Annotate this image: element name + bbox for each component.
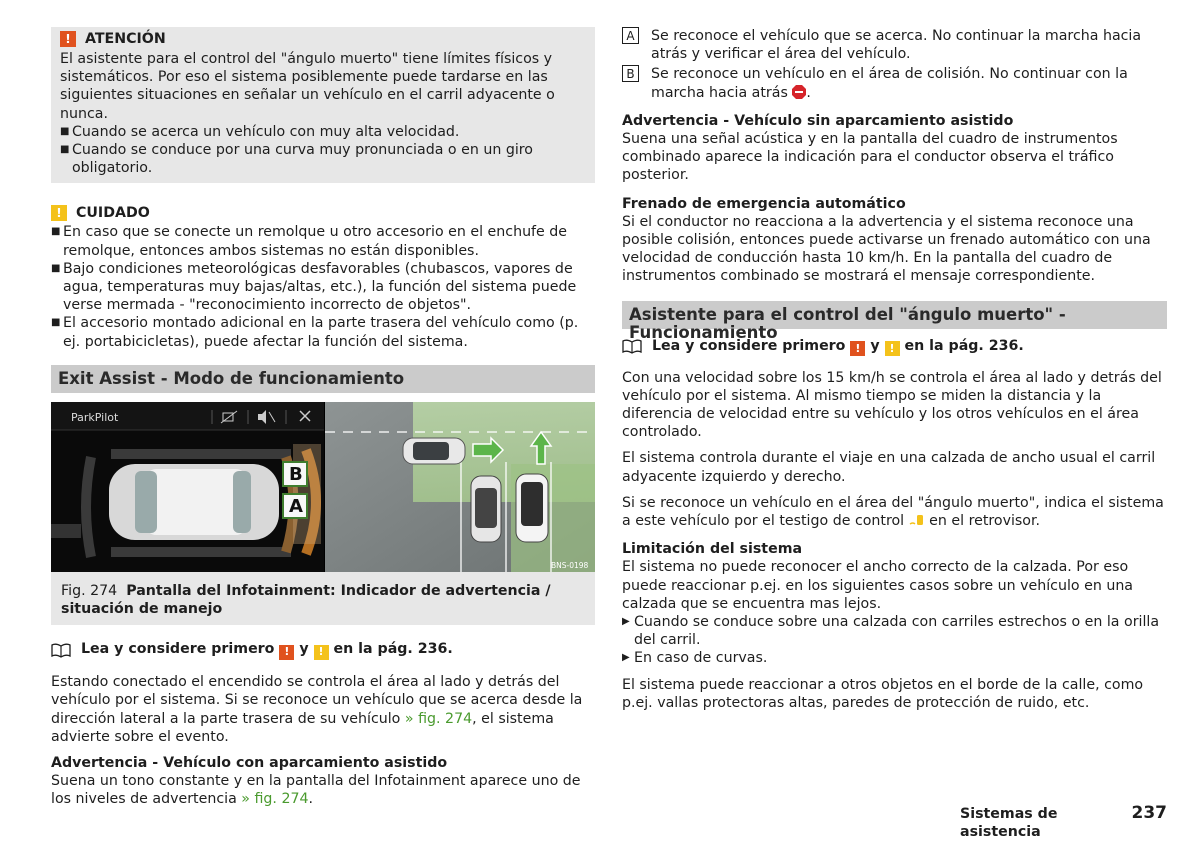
section-heading-blind-spot: Asistente para el control del "ángulo muerto" - Funcionamiento — [622, 301, 1167, 329]
paragraph: El sistema puede reaccionar a otros objetos en el borde de la calle, como p.ej. vallas protectoras altas, paredes de protección de ruido, etc. — [622, 676, 1144, 711]
exclamation-red-icon: ! — [60, 31, 76, 47]
car-parked-left — [471, 476, 501, 542]
subheading-assisted: Advertencia - Vehículo con aparcamiento asistido — [51, 755, 448, 772]
paragraph: Con una velocidad sobre los 15 km/h se controla el área al lado y detrás del vehículo por el sistema. Al mismo tiempo se miden la distancia y la diferencia de velocidad entre su vehículo y los otros vehículos en el área controlado. — [622, 369, 1162, 441]
stop-icon — [792, 85, 806, 99]
caution-item: ■ El accesorio montado adicional en la parte trasera del vehículo como (p. ej. portabicicletas), puede afectar la función del sistema. — [51, 315, 579, 350]
subheading-not-assisted: Advertencia - Vehículo sin aparcamiento asistido — [622, 112, 1014, 129]
paragraph: Suena una señal acústica y en la pantalla del cuadro de instrumentos combinado aparece la indicación para el conductor observa el tráfico posterior. — [622, 131, 1118, 184]
fig-link[interactable]: » fig. 274 — [404, 710, 473, 727]
exclamation-red-icon: ! — [279, 645, 294, 660]
car-parked-right — [516, 474, 548, 542]
read-first-label: Lea y considere primero — [652, 337, 846, 354]
figure-label-a: A — [289, 495, 303, 517]
label-a-text: Se reconoce el vehículo que se acerca. No continuar la marcha hacia atrás y verificar el área del vehículo. — [651, 28, 1142, 63]
figure-caption-text: Pantalla del Infotainment: Indicador de advertencia / situación de manejo — [61, 582, 551, 618]
paragraph: Estando conectado el encendido se controla el área al lado y detrás del vehículo por el sistema. Si se reconoce un vehículo que se acerca desde la dirección lateral a la parte trasera de su vehículo » fig. 274, el sistema advierte sobre el evento. — [51, 674, 583, 745]
attention-item: ■ Cuando se acerca un vehículo con muy alta velocidad. — [60, 123, 460, 140]
limit-item: ▶ En caso de curvas. — [622, 650, 768, 667]
read-first-and: y — [870, 337, 880, 354]
label-b-text: Se reconoce un vehículo en el área de colisión. No continuar con la marcha hacia atrás . — [651, 66, 1128, 101]
subheading-emergency-brake: Frenado de emergencia automático — [622, 195, 906, 212]
caution-header — [51, 203, 595, 223]
paragraph: Suena un tono constante y en la pantalla del Infotainment aparece uno de los niveles de advertencia » fig. 274. — [51, 773, 581, 808]
caution-box — [51, 203, 595, 350]
exclamation-yellow-icon: ! — [885, 341, 900, 356]
book-icon — [51, 643, 71, 658]
screen-title: ParkPilot — [71, 410, 119, 424]
section-heading-exit-assist: Exit Assist - Modo de funcionamiento — [51, 365, 595, 393]
figure-number: Fig. 274 — [61, 582, 118, 599]
figure-label-b: B — [289, 463, 303, 485]
read-first-ref[interactable]: en la pág. 236. — [904, 337, 1024, 354]
right-column — [622, 27, 1167, 712]
footer-section: Sistemas de asistencia — [960, 806, 1058, 841]
page-number: 237 — [1131, 803, 1167, 823]
caution-item: ■ En caso que se conecte un remolque u otro accesorio en el enchufe de remolque, entonces ambos sistemas no están disponibles. — [51, 224, 568, 259]
attention-title: ATENCIÓN — [85, 30, 166, 47]
figure-illustration — [51, 402, 595, 572]
label-b-box: B — [622, 65, 639, 82]
paragraph: El sistema no puede reconocer el ancho correcto de la calzada. Por eso puede reaccionar p.ej. en los siguientes casos sobre un vehículo en una calzada que se encuentra mas lejos. — [622, 559, 1133, 612]
subheading-limitation: Limitación del sistema — [622, 541, 803, 558]
page-footer — [960, 804, 1167, 841]
figure-code: BNS-0198 — [551, 560, 589, 570]
exclamation-yellow-icon: ! — [314, 645, 329, 660]
exclamation-red-icon: ! — [850, 341, 865, 356]
attention-box — [51, 27, 595, 183]
label-b-row — [622, 65, 1167, 101]
attention-intro: El asistente para el control del "ángulo muerto" tiene límites físicos y sistemáticos. Por eso el sistema posiblemente puede tardarse en las siguientes situaciones en señalar un vehículo en el carril adyacente o nunca. — [60, 51, 555, 122]
read-first-line — [622, 337, 1167, 357]
read-first-label: Lea y considere primero — [81, 641, 275, 658]
label-a-box: A — [622, 27, 639, 44]
paragraph: El sistema controla durante el viaje en una calzada de ancho usual el carril adyacente izquierdo y derecho. — [622, 450, 1156, 485]
caution-title: CUIDADO — [76, 205, 150, 222]
caution-item: ■ Bajo condiciones meteorológicas desfavorables (chubascos, vapores de agua, temperaturas muy bajas/altas, etc.), la función del sistema puede verse mermada - "reconocimiento incorrecto de objetos". — [51, 260, 577, 314]
left-column — [51, 27, 595, 809]
label-a-row — [622, 27, 1167, 63]
fig-link[interactable]: » fig. 274 — [241, 791, 309, 808]
blind-spot-icon — [909, 513, 925, 527]
car-moving — [403, 438, 465, 464]
read-first-line — [51, 640, 595, 660]
paragraph: Si el conductor no reacciona a la advertencia y el sistema reconoce una posible colisión, entonces puede activarse un frenado automático con una velocidad de conducción hasta 10 km/h. En la pantalla del cuadro de instrumentos combinado se mostrará el mensaje correspondiente. — [622, 213, 1151, 285]
read-first-and: y — [299, 641, 309, 658]
attention-item: ■ Cuando se conduce por una curva muy pronunciada o en un giro obligatorio. — [60, 142, 533, 177]
figure-caption — [51, 572, 595, 625]
figure-274 — [51, 402, 595, 572]
book-icon — [622, 339, 642, 354]
limit-item: ▶ Cuando se conduce sobre una calzada con carriles estrechos o en la orilla del carril. — [622, 614, 1160, 649]
exclamation-yellow-icon: ! — [51, 205, 67, 221]
paragraph: Si se reconoce un vehículo en el área del "ángulo muerto", indica el sistema a este vehículo por el testigo de control en el retrovisor. — [622, 494, 1164, 530]
attention-header — [60, 29, 589, 49]
read-first-ref[interactable]: en la pág. 236. — [333, 641, 453, 658]
